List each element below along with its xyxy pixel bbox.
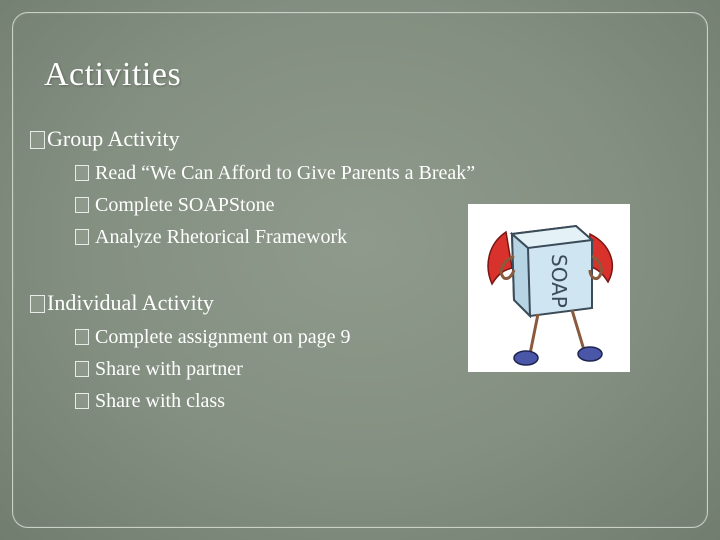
soap-box-side (512, 234, 530, 316)
sub-bullet-text: Complete SOAPStone (95, 194, 275, 216)
bullet-icon (30, 131, 45, 149)
soap-box-illustration (468, 204, 630, 372)
bullet-icon (75, 165, 89, 181)
soap-box-character-icon (468, 204, 630, 372)
leg-right (572, 310, 584, 350)
sub-bullet-text: Share with class (95, 390, 225, 412)
bullet-icon (75, 197, 89, 213)
slide-title: Activities (44, 56, 182, 93)
sub-bullet (75, 162, 475, 185)
sub-bullet-text: Complete assignment on page 9 (95, 326, 351, 348)
sub-bullet (75, 390, 225, 413)
soap-box-label: SOAP (547, 254, 571, 308)
sub-bullet-text: Read “We Can Afford to Give Parents a Break” (95, 162, 476, 184)
sub-bullet-text: Share with partner (95, 358, 243, 380)
sub-bullet (75, 326, 351, 349)
sub-bullet (75, 194, 274, 217)
sub-bullet (75, 358, 243, 381)
sub-bullet (75, 226, 347, 249)
bullet-icon (30, 295, 45, 313)
bullet-label: Individual Activity (47, 290, 214, 315)
bullet-label: Group Activity (47, 126, 180, 151)
bullet-icon (75, 229, 89, 245)
bullet-individual-activity (30, 290, 214, 316)
bullet-icon (75, 393, 89, 409)
shoe-right (578, 347, 602, 361)
bullet-icon (75, 361, 89, 377)
sub-bullet-text: Analyze Rhetorical Framework (95, 226, 348, 248)
shoe-left (514, 351, 538, 365)
leg-left (530, 314, 538, 354)
bullet-icon (75, 329, 89, 345)
bullet-group-activity (30, 126, 180, 152)
